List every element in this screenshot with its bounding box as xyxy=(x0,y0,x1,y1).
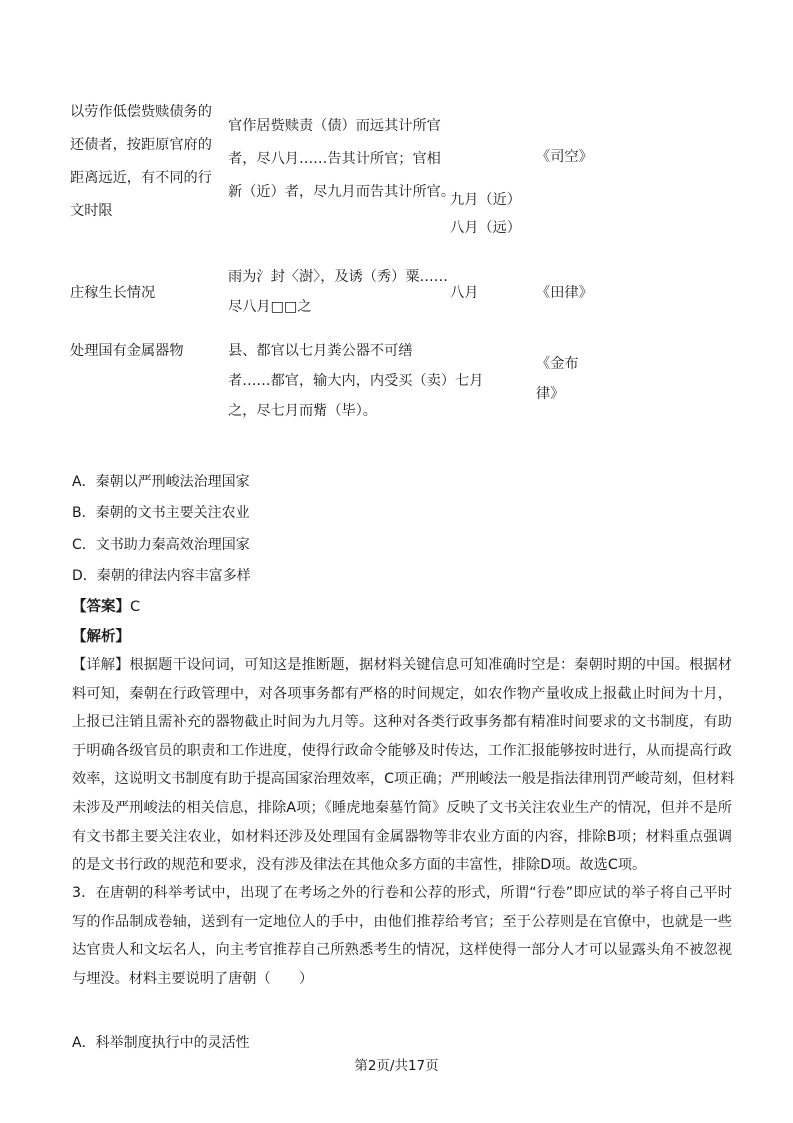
table-cell-text: 者……都官，输大内，内受买（卖）七月 xyxy=(228,373,484,389)
table-row-1-law xyxy=(536,141,593,174)
table-row-2-content xyxy=(70,277,155,310)
table-cell-text: 《金布 xyxy=(536,356,579,372)
table-cell-text: 处理国有金属器物 xyxy=(70,343,184,359)
table-row-3-law xyxy=(536,349,579,409)
question-3-line: 与埋没。材料主要说明了唐朝（ ） xyxy=(72,970,314,987)
table-cell-text: 八月（远） xyxy=(450,220,521,236)
question-3-line: 写的作品制成卷轴，送到有一定地位人的手中，由他们推荐给考官；至于公荐则是在官僚中，也就是一些 xyxy=(72,913,732,930)
table-row-3-source xyxy=(228,336,483,426)
detail-line: 效率，这说明文书制度有助于提高国家治理效率，C项正确；严刑峻法一般是指法律刑罚严峻苛刻，但材料 xyxy=(72,771,735,788)
table-cell-text: 八月 xyxy=(450,285,479,301)
answer-line xyxy=(72,597,140,617)
table-cell-text: 以劳作低偿赀赎债务的 xyxy=(70,104,212,120)
table-cell-text: 《田律》 xyxy=(536,285,593,301)
table-row-1-content xyxy=(70,96,212,228)
table-row-3-content xyxy=(70,335,184,368)
question-3-line: 达官贵人和文坛名人，向主考官推荐自己所熟悉考生的情况，这样使得一部分人才可以显露头角不被忽视 xyxy=(72,942,732,959)
table-cell-text: 之，尽七月而觜（毕）。 xyxy=(228,403,377,419)
question-3-line: 3．在唐朝的科举考试中，出现了在考场之外的行卷和公荐的形式，所谓“行卷”即应试的举子将自己平时 xyxy=(72,885,732,901)
detail-line: 料可知，秦朝在行政管理中，对各项事务都有严格的时间规定，如农作物产量收成上报截止时间为十月， xyxy=(72,685,732,702)
table-cell-text: 庄稼生长情况 xyxy=(70,285,156,301)
option-a: A．秦朝以严刑峻法治理国家 xyxy=(72,474,250,490)
answer-value: C xyxy=(130,599,141,615)
table-cell-text: 《司空》 xyxy=(536,149,593,165)
analysis-label: 【解析】 xyxy=(72,629,130,645)
table-cell-text: 距离远近，有不同的行 xyxy=(70,170,212,186)
table-cell-text: 新（近）者，尽九月而告其计所官。 xyxy=(228,184,456,200)
question-3-option-a: A．科举制度执行中的灵活性 xyxy=(72,1035,250,1051)
detail-line: 于明确各级官员的职责和工作进度，使得行政命令能够及时传达，工作汇报能够按时进行，从而提高行政 xyxy=(72,742,732,759)
table-cell-text: 律》 xyxy=(536,386,565,402)
detail-line: 上报已注销且需补充的器物截止时间为九月等。这种对各类行政事务都有精准时间要求的文书制度，有助 xyxy=(72,714,732,731)
option-d: D．秦朝的律法内容丰富多样 xyxy=(72,568,251,584)
page-footer: 第2页/共17页 xyxy=(354,1058,439,1074)
answer-label: 【答案】 xyxy=(72,599,130,615)
option-b: B．秦朝的文书主要关注农业 xyxy=(72,505,250,521)
detail-line: 有文书都主要关注农业，如材料还涉及处理国有金属器物等非农业方面的内容，排除B项；材料重点强调 xyxy=(72,828,732,845)
table-cell-text: 者，尽八月……告其计所官；官相 xyxy=(228,151,441,167)
detail-line: 【详解】根据题干设问词，可知这是推断题，据材料关键信息可知准确时空是：秦朝时期的中国。根据材 xyxy=(72,657,732,673)
table-row-1-source xyxy=(228,110,455,209)
table-cell-text: 文时限 xyxy=(70,203,113,219)
table-row-2-source xyxy=(228,262,448,322)
table-cell-text: 九月（近） xyxy=(450,192,521,208)
table-cell-text: 雨为氵封〈澍〉，及诱（秀）粟…… xyxy=(228,269,448,285)
table-cell-text: 官作居赀赎责（债）而远其计所官 xyxy=(228,118,441,134)
detail-line: 未涉及严刑峻法的相关信息，排除A项；《睡虎地秦墓竹简》反映了文书关注农业生产的情况，但并不是所 xyxy=(72,799,732,816)
question-3 xyxy=(72,879,732,993)
option-c: C．文书助力秦高效治理国家 xyxy=(72,537,250,553)
detail-paragraph xyxy=(72,651,735,880)
table-row-1-deadline xyxy=(450,186,521,242)
table-cell-text: 尽八月□□之 xyxy=(228,299,312,315)
table-cell-text: 还债者，按距原官府的 xyxy=(70,137,212,153)
table-row-2-deadline xyxy=(450,277,478,310)
table-row-2-law xyxy=(536,277,593,310)
table-cell-text: 县、都官以七月粪公器不可缮 xyxy=(228,343,413,359)
detail-line: 的是文书行政的规范和要求，没有涉及律法在其他众多方面的丰富性，排除D项。故选C项。 xyxy=(72,857,647,874)
